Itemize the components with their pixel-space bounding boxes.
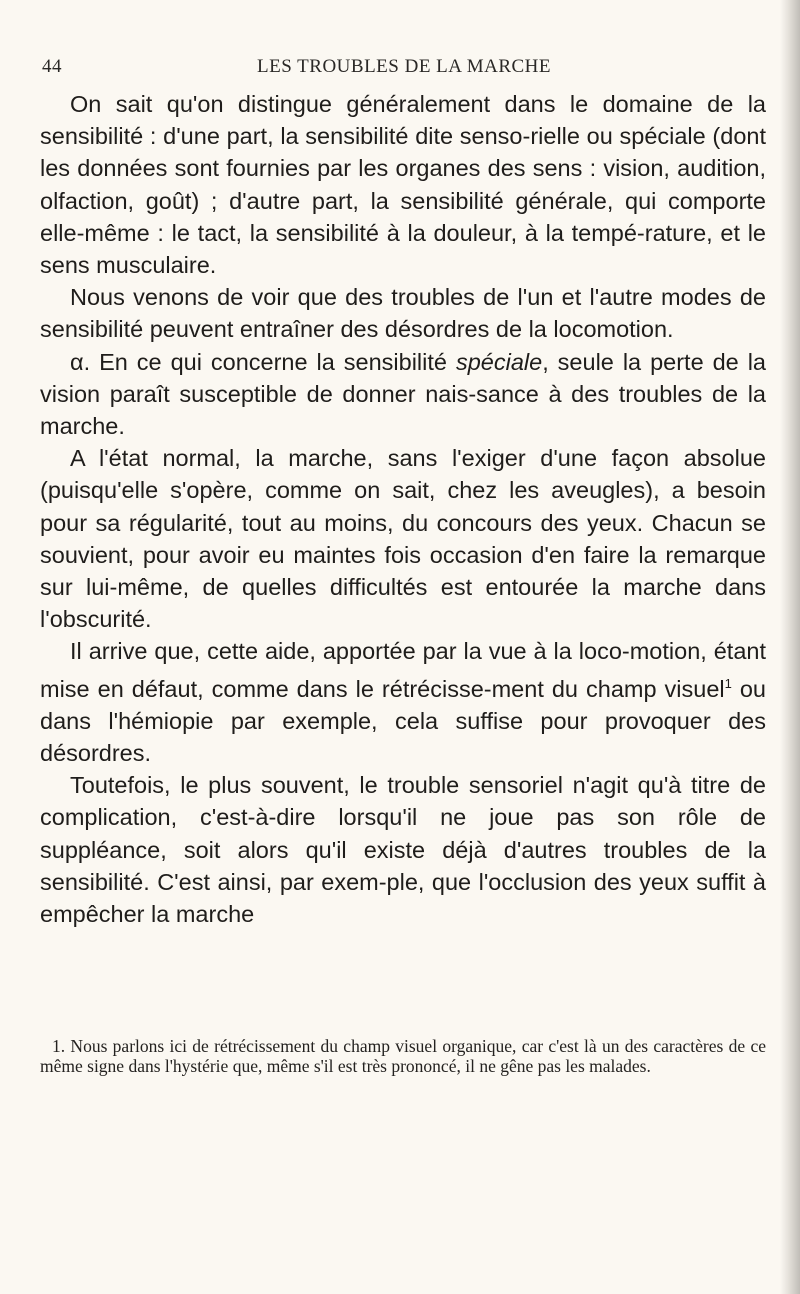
page-number: 44 (42, 56, 62, 77)
page-header (42, 56, 766, 86)
paragraph-3 (40, 346, 766, 443)
footnotes (40, 1036, 766, 1076)
running-head: LES TROUBLES DE LA MARCHE (256, 56, 551, 77)
paragraph-6: Toutefois, le plus souvent, le trouble sensoriel n'agit qu'à titre de complication, c'est-à-dire lorsqu'il ne joue pas son rôle de suppléance, soit alors qu'il existe déjà d'autres troubles de la sensibilité. C'est ainsi, par exem-ple, que l'occlusion des yeux suffit à empêcher la marche (40, 772, 766, 927)
paragraph-3-after: , seule la perte de la vision paraît susceptible de donner nais-sance à des troubles de la marche. (40, 348, 766, 440)
paragraph-2: Nous venons de voir que des troubles de l'un et l'autre modes de sensibilité peuvent entraîner des désordres de la locomotion. (40, 284, 766, 343)
paragraph-3-emphasis: spéciale (455, 348, 543, 375)
paragraph-3-before: α. En ce qui concerne la sensibilité (70, 348, 456, 375)
paragraph-4: A l'état normal, la marche, sans l'exiger d'une façon absolue (puisqu'elle s'opère, comme on sait, chez les aveugles), a besoin pour sa régularité, tout au moins, du concours des yeux. Chacun se souvient, pour avoir eu maintes fois occasion d'en faire la remarque sur lui-même, de quelles difficultés est entourée la marche dans l'obscurité. (40, 445, 766, 633)
footnote-1: 1. Nous parlons ici de rétrécissement du champ visuel organique, car c'est là un des caractères de ce même signe dans l'hystérie que, même s'il est très prononcé, il ne gêne pas les malades. (40, 1036, 766, 1076)
paragraph-5-before: Il arrive que, cette aide, apportée par la vue à la loco-motion, étant mise en défaut, comme dans le rétrécisse-ment du champ visuel (40, 638, 766, 702)
body-text (40, 88, 766, 930)
paragraph-5 (40, 635, 766, 769)
paragraph-1: On sait qu'on distingue généralement dans le domaine de la sensibilité : d'une part, la sensibilité dite senso-rielle ou spéciale (dont les données sont fournies par les organes des sens : vision, audition, olfaction, goût) ; d'autre part, la sensibilité générale, qui comporte elle-même : le tact, la sensibilité à la douleur, à la tempé-rature, et le sens musculaire. (40, 91, 766, 279)
page-edge-shadow (780, 0, 800, 1294)
paragraph-5-after: ou dans l'hémiopie par exemple, cela suffise pour provoquer des désordres. (40, 675, 767, 766)
footnote-reference: 1 (724, 675, 732, 691)
